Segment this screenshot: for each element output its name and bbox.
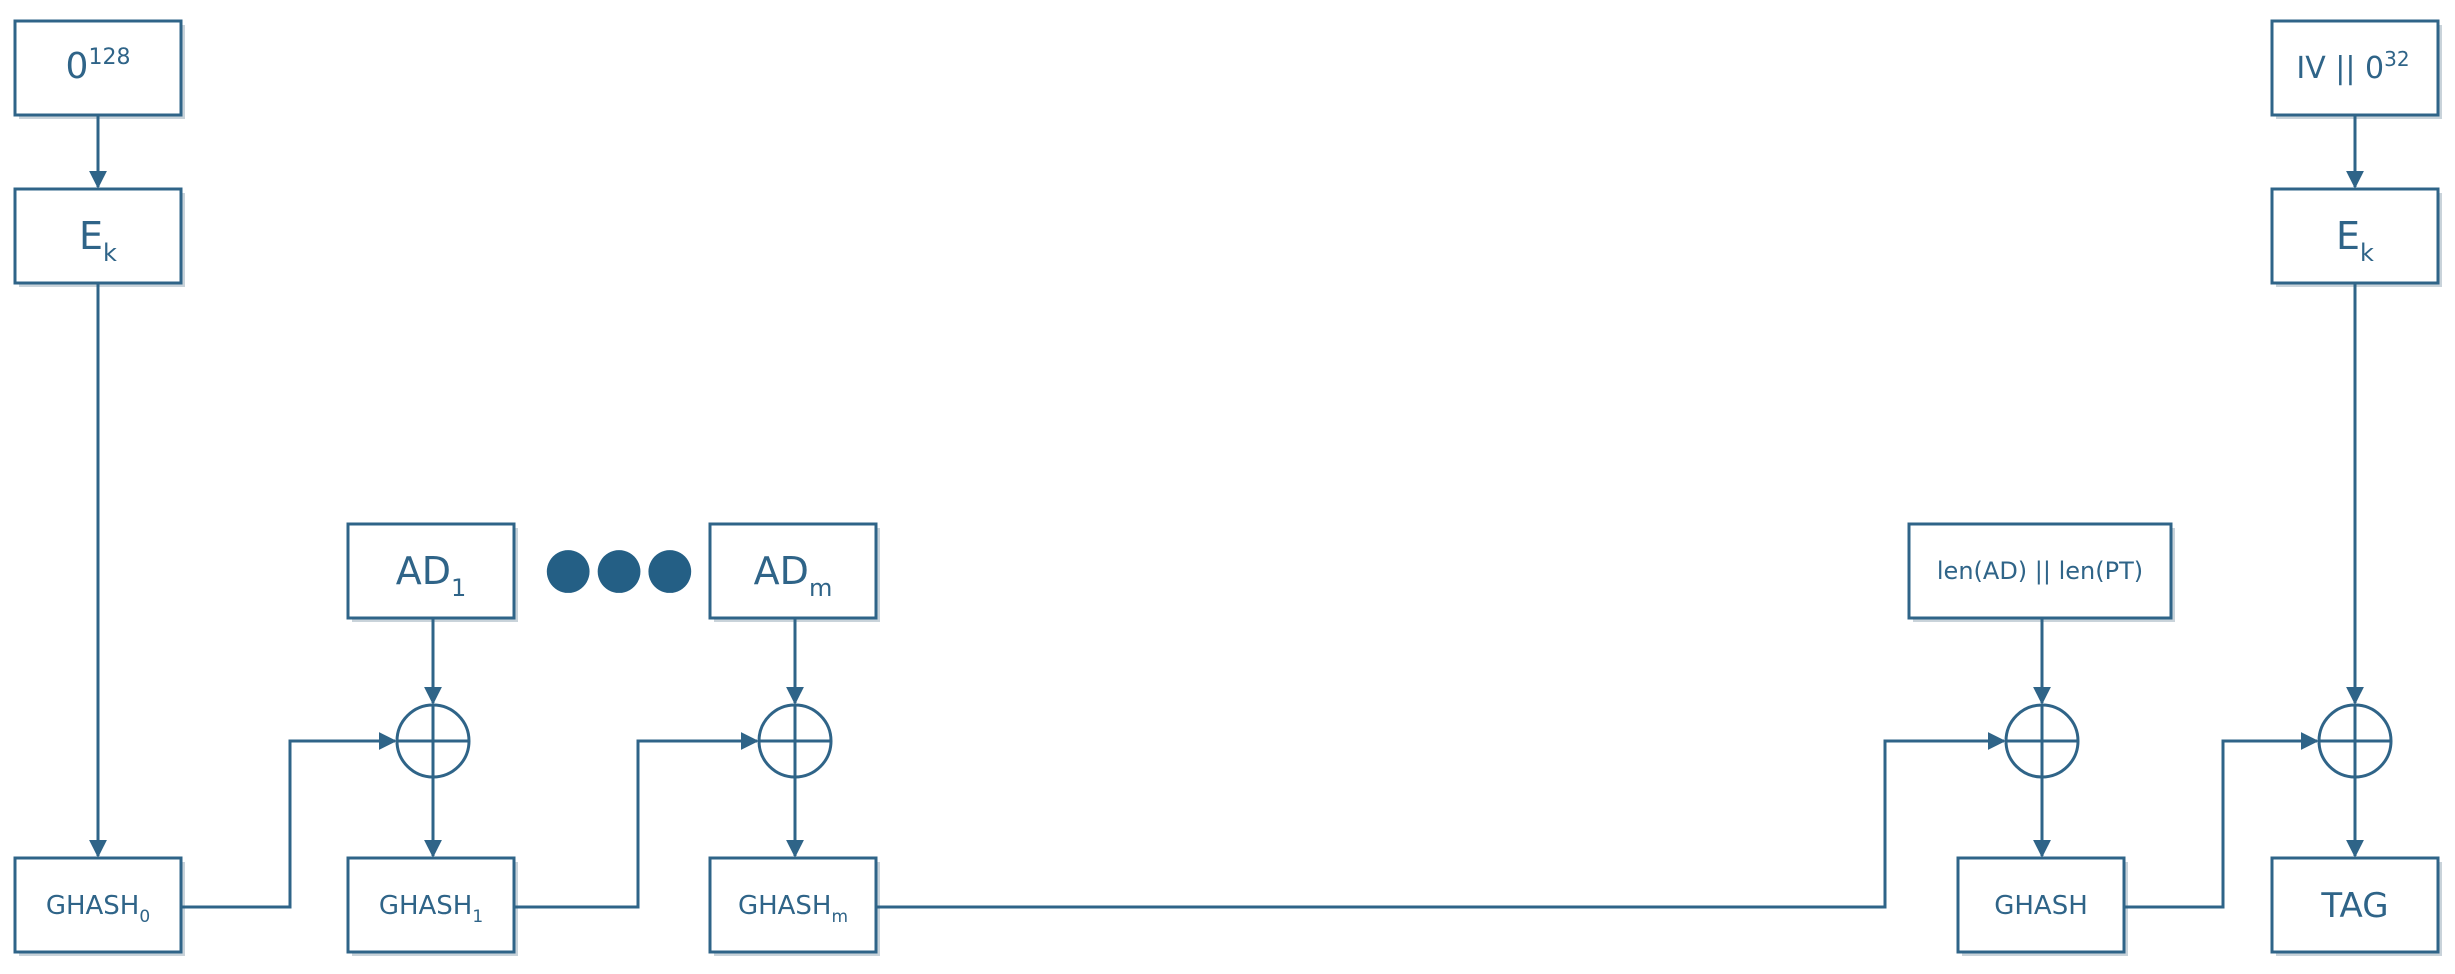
ek-left-base: E: [79, 214, 104, 258]
block-ad1: [348, 524, 518, 622]
block-len: [1909, 524, 2175, 622]
adm-sub: m: [808, 574, 833, 602]
xor-1: [397, 705, 469, 777]
adm-base: AD: [753, 549, 809, 593]
block-ek-right: [2272, 189, 2442, 287]
ek-left-sub: k: [103, 239, 117, 267]
zero128-base: 0: [65, 46, 89, 87]
ek-right-base: E: [2336, 214, 2361, 258]
ghashm-base: GHASH: [737, 891, 832, 921]
ghash-final-label: GHASH: [1994, 891, 2088, 921]
block-ghash0: [15, 858, 185, 956]
block-ghash1: [348, 858, 518, 956]
xor-len: [2006, 705, 2078, 777]
connectors: [98, 115, 2355, 907]
ad1-base: AD: [395, 549, 451, 593]
block-ek-left: [15, 189, 185, 287]
block-ghashm: [710, 858, 880, 956]
tag-label: TAG: [2321, 886, 2389, 926]
block-tag: [2272, 858, 2442, 956]
ghashm-sub: m: [831, 907, 849, 927]
len-label: len(AD) || len(PT): [1936, 557, 2144, 585]
block-adm: [710, 524, 880, 622]
ghash1-base: GHASH: [378, 891, 473, 921]
block-iv: [2272, 21, 2442, 119]
ad1-sub: 1: [450, 574, 467, 602]
ghash0-sub: 0: [139, 907, 151, 927]
block-zero128: [15, 21, 185, 119]
ellipsis-dots: ●●●: [543, 535, 697, 600]
iv-base: IV || 0: [2296, 51, 2385, 86]
ghash0-base: GHASH: [45, 891, 140, 921]
ek-right-sub: k: [2360, 239, 2374, 267]
xor-m: [759, 705, 831, 777]
ghash1-sub: 1: [472, 907, 484, 927]
block-ghash-final: [1958, 858, 2128, 956]
arrow-ghashm-to-xorlen: [876, 741, 2004, 907]
zero128-sup: 128: [88, 45, 131, 70]
xor-tag: [2319, 705, 2391, 777]
iv-sup: 32: [2384, 47, 2410, 71]
